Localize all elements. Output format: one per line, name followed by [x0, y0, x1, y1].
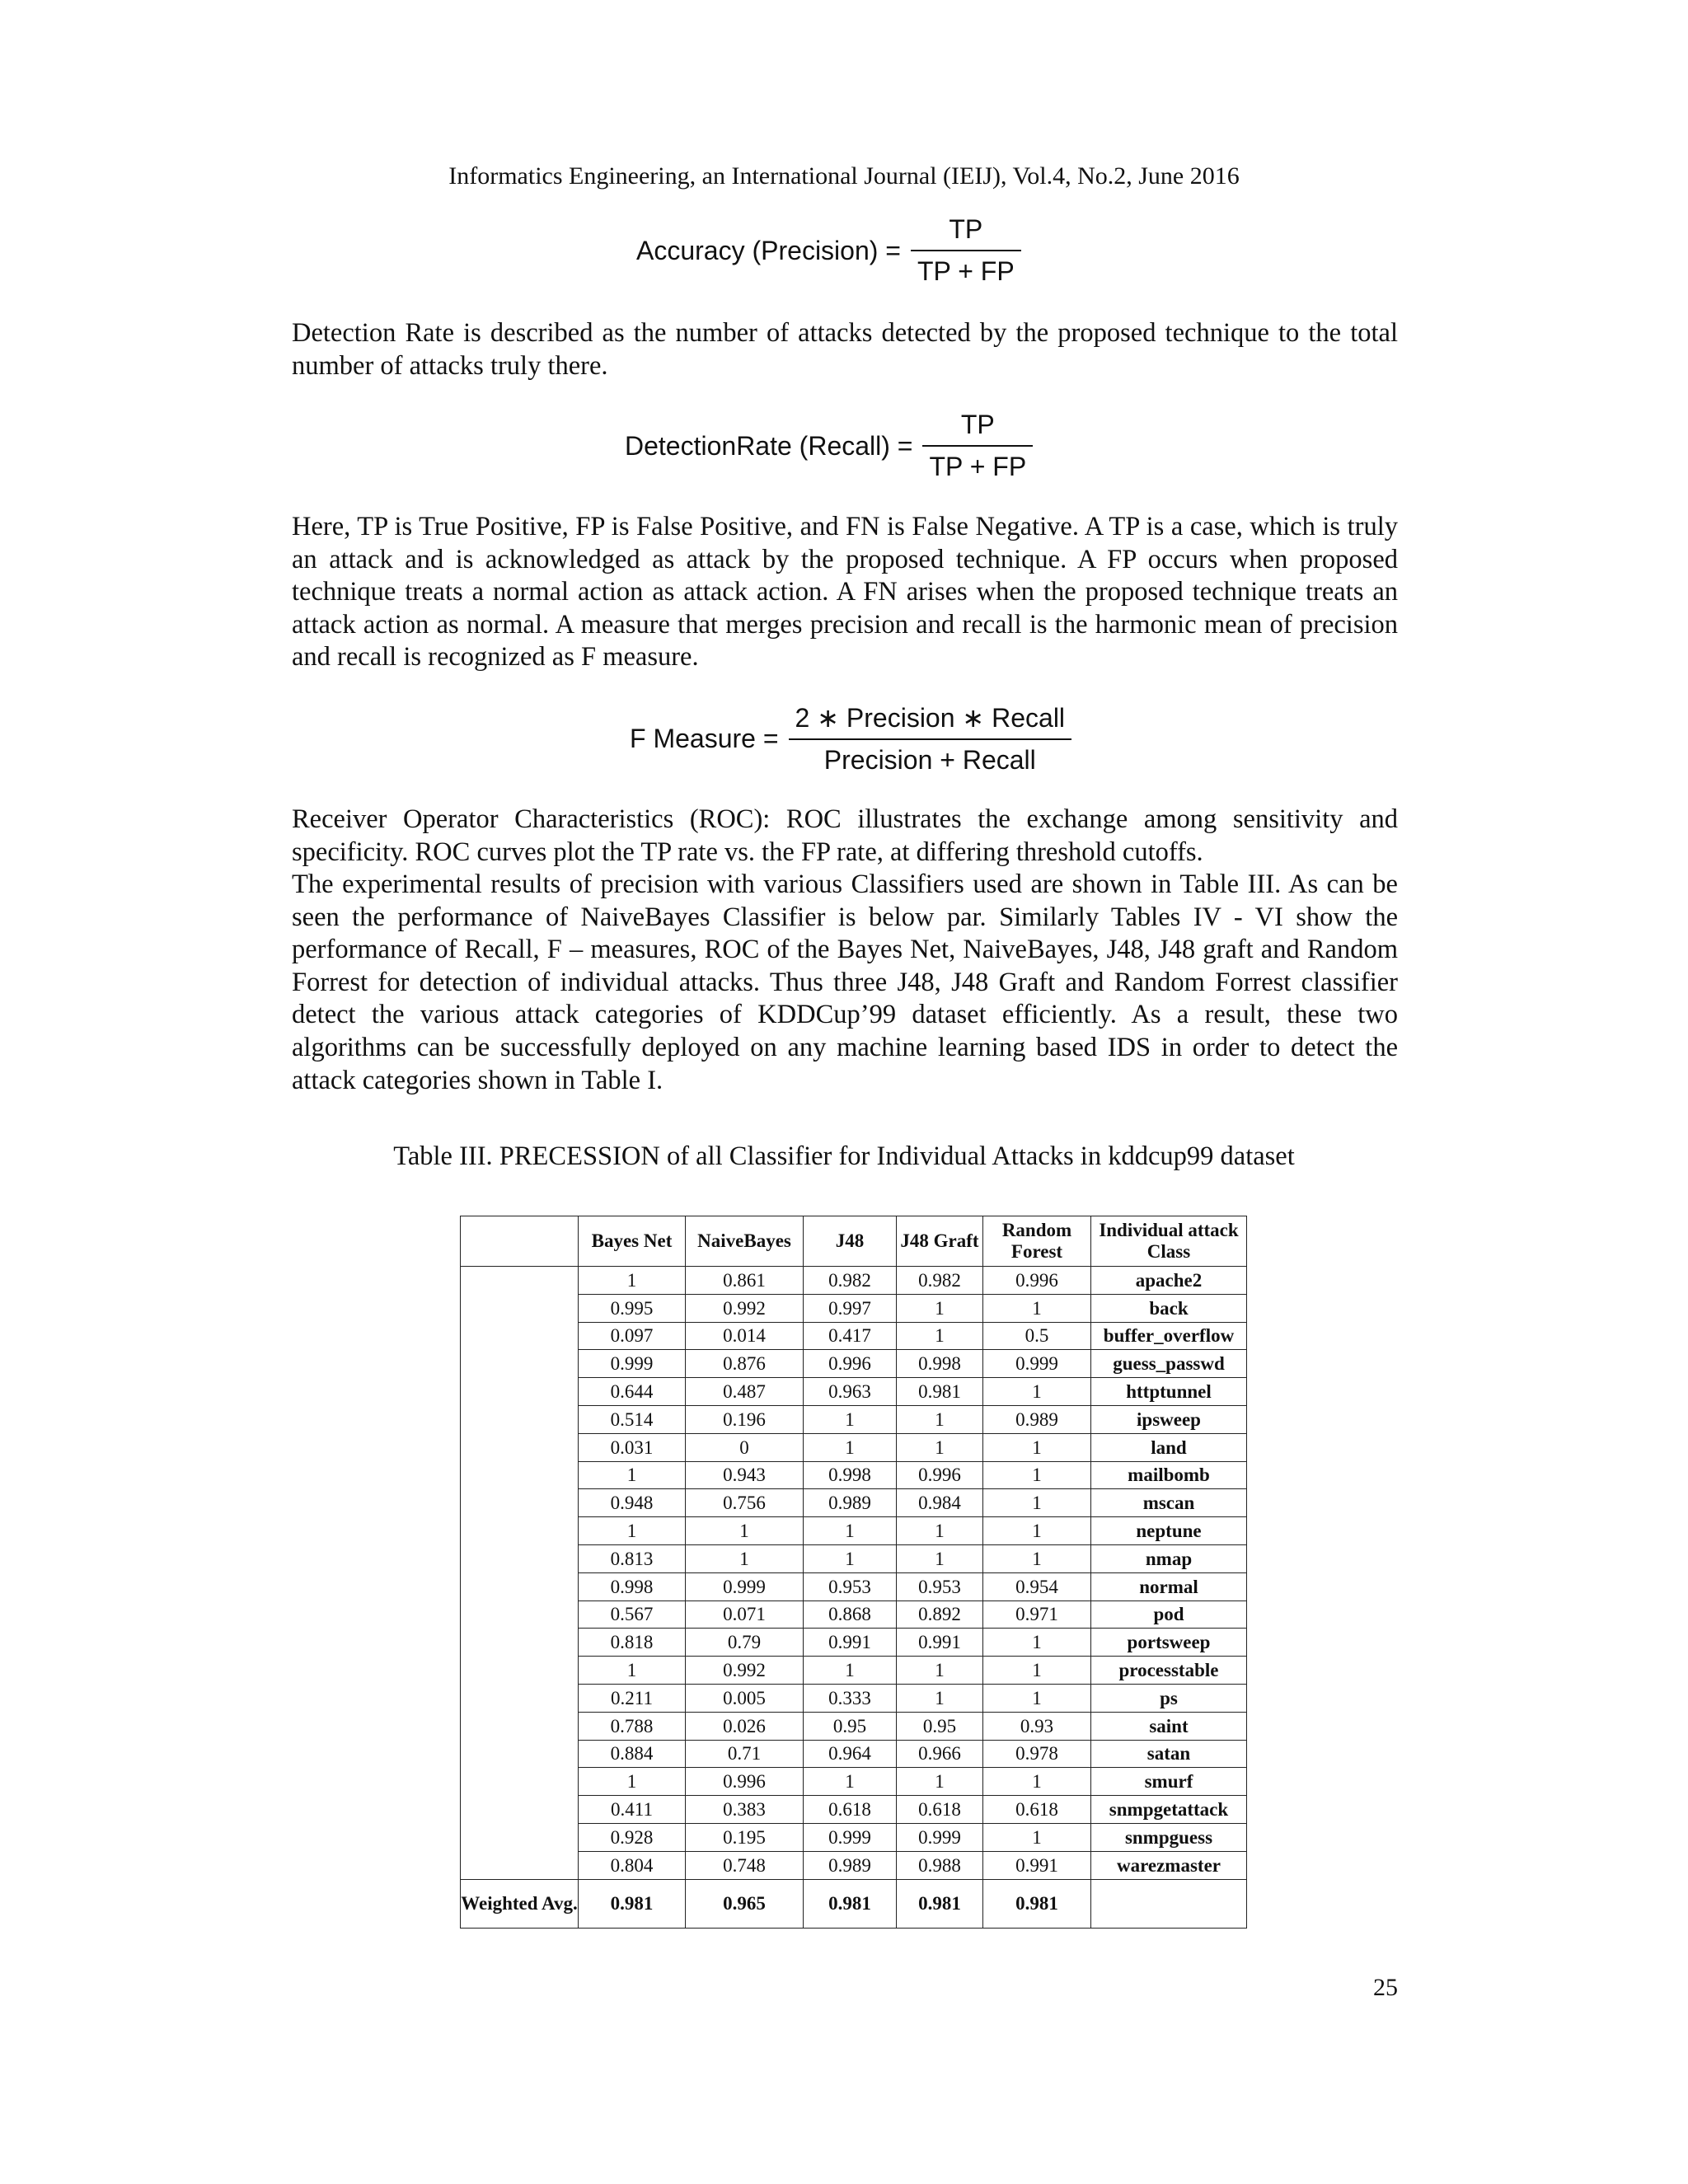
precision-cell: 0.996: [804, 1350, 897, 1378]
precision-cell: 0.963: [804, 1378, 897, 1406]
precision-cell: 0.953: [804, 1572, 897, 1601]
precision-cell: 0.788: [579, 1712, 686, 1740]
table-row: [461, 1740, 1247, 1768]
precision-cell: 1: [686, 1517, 804, 1545]
table-row: [461, 1322, 1247, 1350]
table-row: [461, 1601, 1247, 1629]
precision-cell: 1: [897, 1405, 983, 1433]
f-measure-numerator: 2 ∗ Precision ∗ Recall: [795, 703, 1066, 733]
attack-class-cell: snmpgetattack: [1091, 1796, 1247, 1824]
attack-class-cell: normal: [1091, 1572, 1247, 1601]
paragraph-definitions: Here, TP is True Positive, FP is False Positive, and FN is False Negative. A TP is a case, which is truly an attack and is acknowledged as attack by the proposed technique. A FP occurs when proposed technique treats a normal action as attack action. A FN arises when the proposed technique treats an attack action as normal. A measure that merges precision and recall is the harmonic mean of precision and recall is recognized as F measure.: [292, 512, 1398, 673]
precision-cell: 0.5: [983, 1322, 1091, 1350]
precision-cell: 0.981: [897, 1378, 983, 1406]
precision-cell: 0.644: [579, 1378, 686, 1406]
precision-cell: 1: [983, 1489, 1091, 1517]
precision-cell: 1: [897, 1322, 983, 1350]
column-header: Bayes Net: [579, 1216, 686, 1267]
precision-cell: 0.892: [897, 1601, 983, 1629]
precision-cell: 0.487: [686, 1378, 804, 1406]
attack-class-cell: nmap: [1091, 1544, 1247, 1572]
precision-cell: 0.982: [804, 1267, 897, 1295]
table-row: [461, 1433, 1247, 1461]
precision-cell: 0.992: [686, 1657, 804, 1685]
column-header: Individual attack Class: [1091, 1216, 1247, 1267]
f-measure-denominator: Precision + Recall: [823, 745, 1036, 775]
precision-cell: 0.097: [579, 1322, 686, 1350]
precision-cell: 1: [579, 1657, 686, 1685]
row-spacer-cell: [461, 1544, 579, 1572]
precision-cell: 1: [897, 1517, 983, 1545]
weighted-average-cell: 0.981: [983, 1879, 1091, 1928]
precision-cell: 1: [983, 1823, 1091, 1851]
precision-cell: 1: [983, 1517, 1091, 1545]
precision-cell: 0.995: [579, 1294, 686, 1322]
precision-cell: 1: [804, 1517, 897, 1545]
attack-class-cell: land: [1091, 1433, 1247, 1461]
precision-cell: 0.989: [804, 1489, 897, 1517]
table-row: [461, 1657, 1247, 1685]
attack-class-cell: buffer_overflow: [1091, 1322, 1247, 1350]
precision-cell: 1: [983, 1294, 1091, 1322]
weighted-average-cell: 0.981: [579, 1879, 686, 1928]
precision-cell: 0.196: [686, 1405, 804, 1433]
attack-class-cell: guess_passwd: [1091, 1350, 1247, 1378]
precision-cell: 0.998: [579, 1572, 686, 1601]
precision-cell: 0: [686, 1433, 804, 1461]
precision-cell: 0.813: [579, 1544, 686, 1572]
precision-cell: 1: [983, 1684, 1091, 1712]
precision-cell: 0.195: [686, 1823, 804, 1851]
precision-cell: 0.978: [983, 1740, 1091, 1768]
paragraph-results: The experimental results of precision with various Classifiers used are shown in Table III. As can be seen the performance of NaiveBayes Classifier is below par. Similarly Tables IV - VI show the performance of Recall, F – measures, ROC of the Bayes Net, NaiveBayes, J48, J48 graft and Random Forrest for detection of individual attacks. Thus three J48, J48 Graft and Random Forrest classifier detect the various attack categories of KDDCup’99 dataset efficiently. As a result, these two algorithms can be successfully deployed on any machine learning based IDS in order to detect the attack categories shown in Table I.: [292, 869, 1398, 1095]
precision-cell: 0.966: [897, 1740, 983, 1768]
precision-cell: 0.026: [686, 1712, 804, 1740]
precision-cell: 1: [897, 1768, 983, 1796]
attack-class-cell: pod: [1091, 1601, 1247, 1629]
attack-class-cell: mailbomb: [1091, 1461, 1247, 1489]
row-spacer-cell: [461, 1405, 579, 1433]
attack-class-cell: portsweep: [1091, 1629, 1247, 1657]
precision-table: [460, 1216, 1247, 1929]
precision-cell: 0.992: [686, 1294, 804, 1322]
attack-class-cell: httptunnel: [1091, 1378, 1247, 1406]
precision-cell: 0.996: [686, 1768, 804, 1796]
precision-cell: 0.998: [897, 1350, 983, 1378]
precision-cell: 0.93: [983, 1712, 1091, 1740]
attack-class-cell: smurf: [1091, 1768, 1247, 1796]
precision-cell: 0.071: [686, 1601, 804, 1629]
precision-cell: 0.971: [983, 1601, 1091, 1629]
attack-class-cell: saint: [1091, 1712, 1247, 1740]
precision-cell: 0.953: [897, 1572, 983, 1601]
precision-cell: 1: [897, 1684, 983, 1712]
precision-cell: 1: [804, 1657, 897, 1685]
table-row: [461, 1294, 1247, 1322]
precision-cell: 0.031: [579, 1433, 686, 1461]
precision-cell: 0.818: [579, 1629, 686, 1657]
row-spacer-cell: [461, 1322, 579, 1350]
attack-class-cell: back: [1091, 1294, 1247, 1322]
accuracy-denominator: TP + FP: [917, 256, 1015, 286]
precision-cell: 0.79: [686, 1629, 804, 1657]
row-spacer-cell: [461, 1796, 579, 1824]
precision-cell: 0.014: [686, 1322, 804, 1350]
precision-cell: 0.988: [897, 1851, 983, 1879]
table-row: [461, 1489, 1247, 1517]
precision-cell: 0.417: [804, 1322, 897, 1350]
precision-cell: 0.948: [579, 1489, 686, 1517]
precision-cell: 0.748: [686, 1851, 804, 1879]
precision-cell: 0.954: [983, 1572, 1091, 1601]
precision-cell: 0.618: [804, 1796, 897, 1824]
precision-cell: 1: [579, 1267, 686, 1295]
precision-cell: 1: [983, 1768, 1091, 1796]
table-caption: Table III. PRECESSION of all Classifier for Individual Attacks in kddcup99 dataset: [393, 1141, 1295, 1171]
precision-cell: 1: [983, 1544, 1091, 1572]
row-spacer-cell: [461, 1712, 579, 1740]
table-row: [461, 1405, 1247, 1433]
accuracy-equation: [636, 214, 1021, 287]
row-spacer-cell: [461, 1572, 579, 1601]
column-header: J48: [804, 1216, 897, 1267]
row-spacer-cell: [461, 1517, 579, 1545]
column-header: Random Forest: [983, 1216, 1091, 1267]
weighted-average-cell: 0.981: [897, 1879, 983, 1928]
precision-cell: 0.514: [579, 1405, 686, 1433]
precision-cell: 1: [897, 1433, 983, 1461]
precision-cell: 0.383: [686, 1796, 804, 1824]
precision-cell: 0.928: [579, 1823, 686, 1851]
row-spacer-cell: [461, 1489, 579, 1517]
precision-cell: 0.876: [686, 1350, 804, 1378]
accuracy-numerator: TP: [949, 214, 983, 244]
row-spacer-cell: [461, 1657, 579, 1685]
precision-cell: 1: [579, 1517, 686, 1545]
attack-class-cell: satan: [1091, 1740, 1247, 1768]
precision-cell: 0.999: [686, 1572, 804, 1601]
row-spacer-cell: [461, 1350, 579, 1378]
attack-class-cell: mscan: [1091, 1489, 1247, 1517]
detection-rate-equation: [625, 410, 1033, 482]
row-spacer-cell: [461, 1294, 579, 1322]
precision-cell: 0.998: [804, 1461, 897, 1489]
precision-cell: 0.618: [983, 1796, 1091, 1824]
column-header: J48 Graft: [897, 1216, 983, 1267]
table-corner-cell: [461, 1216, 579, 1267]
precision-cell: 0.984: [897, 1489, 983, 1517]
detection-numerator: TP: [960, 410, 995, 439]
weighted-average-cell: 0.981: [804, 1879, 897, 1928]
precision-cell: 0.991: [804, 1629, 897, 1657]
table-row: [461, 1461, 1247, 1489]
precision-cell: 0.411: [579, 1796, 686, 1824]
row-spacer-cell: [461, 1768, 579, 1796]
detection-equation-lhs: DetectionRate (Recall) =: [625, 430, 913, 461]
table-body: [461, 1267, 1247, 1929]
precision-cell: 1: [686, 1544, 804, 1572]
precision-cell: 1: [804, 1768, 897, 1796]
precision-cell: 1: [897, 1294, 983, 1322]
precision-cell: 1: [983, 1657, 1091, 1685]
row-spacer-cell: [461, 1601, 579, 1629]
table-row: [461, 1851, 1247, 1879]
table-row: [461, 1267, 1247, 1295]
table-row: [461, 1350, 1247, 1378]
row-spacer-cell: [461, 1267, 579, 1295]
attack-class-cell: ps: [1091, 1684, 1247, 1712]
attack-class-cell: snmpguess: [1091, 1823, 1247, 1851]
precision-cell: 0.991: [983, 1851, 1091, 1879]
precision-cell: 1: [983, 1433, 1091, 1461]
table-row: [461, 1712, 1247, 1740]
table-row: [461, 1378, 1247, 1406]
table-row: [461, 1823, 1247, 1851]
precision-cell: 0.943: [686, 1461, 804, 1489]
precision-cell: 0.996: [983, 1267, 1091, 1295]
f-measure-equation: [630, 702, 1071, 776]
precision-cell: 1: [983, 1378, 1091, 1406]
precision-cell: 0.991: [897, 1629, 983, 1657]
row-spacer-cell: [461, 1823, 579, 1851]
table-row: [461, 1768, 1247, 1796]
precision-cell: 0.999: [897, 1823, 983, 1851]
precision-cell: 0.618: [897, 1796, 983, 1824]
f-measure-fraction: [789, 702, 1072, 776]
precision-cell: 1: [804, 1433, 897, 1461]
precision-cell: 1: [983, 1461, 1091, 1489]
attack-class-cell: neptune: [1091, 1517, 1247, 1545]
precision-cell: 0.756: [686, 1489, 804, 1517]
precision-cell: 0.989: [804, 1851, 897, 1879]
paragraph-detection-rate: Detection Rate is described as the number of attacks detected by the proposed technique to the total number of attacks truly there.: [292, 318, 1398, 381]
precision-cell: 0.333: [804, 1684, 897, 1712]
detection-fraction: [922, 410, 1033, 482]
weighted-average-row: [461, 1879, 1247, 1928]
precision-cell: 0.95: [897, 1712, 983, 1740]
precision-cell: 0.95: [804, 1712, 897, 1740]
column-header: NaiveBayes: [686, 1216, 804, 1267]
weighted-average-cell: 0.965: [686, 1879, 804, 1928]
precision-cell: 0.211: [579, 1684, 686, 1712]
precision-cell: 0.982: [897, 1267, 983, 1295]
detection-denominator: TP + FP: [929, 452, 1027, 481]
precision-cell: 0.804: [579, 1851, 686, 1879]
attack-class-cell: processtable: [1091, 1657, 1247, 1685]
attack-class-cell: ipsweep: [1091, 1405, 1247, 1433]
attack-class-cell: apache2: [1091, 1267, 1247, 1295]
precision-cell: 0.996: [897, 1461, 983, 1489]
precision-cell: 1: [579, 1461, 686, 1489]
attack-class-cell: warezmaster: [1091, 1851, 1247, 1879]
table-row: [461, 1572, 1247, 1601]
precision-cell: 1: [897, 1544, 983, 1572]
row-spacer-cell: [461, 1740, 579, 1768]
precision-cell: 0.964: [804, 1740, 897, 1768]
table-row: [461, 1517, 1247, 1545]
accuracy-equation-lhs: Accuracy (Precision) =: [636, 235, 901, 265]
precision-cell: 0.567: [579, 1601, 686, 1629]
row-spacer-cell: [461, 1378, 579, 1406]
row-spacer-cell: [461, 1433, 579, 1461]
table-header-row: [461, 1216, 1247, 1267]
table-row: [461, 1796, 1247, 1824]
precision-cell: 1: [804, 1405, 897, 1433]
precision-cell: 0.71: [686, 1740, 804, 1768]
precision-cell: 0.861: [686, 1267, 804, 1295]
running-header: Informatics Engineering, an International Journal (IEIJ), Vol.4, No.2, June 2016: [448, 162, 1240, 190]
weighted-average-label: Weighted Avg.: [461, 1879, 579, 1928]
precision-cell: 1: [983, 1629, 1091, 1657]
row-spacer-cell: [461, 1461, 579, 1489]
f-measure-equation-lhs: F Measure =: [630, 724, 779, 753]
precision-cell: 0.997: [804, 1294, 897, 1322]
row-spacer-cell: [461, 1629, 579, 1657]
precision-cell: 0.868: [804, 1601, 897, 1629]
table-row: [461, 1684, 1247, 1712]
precision-cell: 1: [804, 1544, 897, 1572]
precision-cell: 0.999: [804, 1823, 897, 1851]
row-spacer-cell: [461, 1851, 579, 1879]
precision-cell: 0.884: [579, 1740, 686, 1768]
page-number: 25: [1373, 1974, 1398, 2001]
precision-cell: 1: [579, 1768, 686, 1796]
accuracy-fraction: [911, 214, 1021, 287]
row-spacer-cell: [461, 1684, 579, 1712]
precision-cell: 1: [897, 1657, 983, 1685]
precision-cell: 0.999: [983, 1350, 1091, 1378]
precision-cell: 0.999: [579, 1350, 686, 1378]
precision-cell: 0.005: [686, 1684, 804, 1712]
table-row: [461, 1544, 1247, 1572]
weighted-average-cell: [1091, 1879, 1247, 1928]
table-row: [461, 1629, 1247, 1657]
paragraph-roc: Receiver Operator Characteristics (ROC): ROC illustrates the exchange among sensitivity and specificity. ROC curves plot the TP rate vs. the FP rate, at differing threshold cutoffs.: [292, 804, 1398, 867]
precision-cell: 0.989: [983, 1405, 1091, 1433]
